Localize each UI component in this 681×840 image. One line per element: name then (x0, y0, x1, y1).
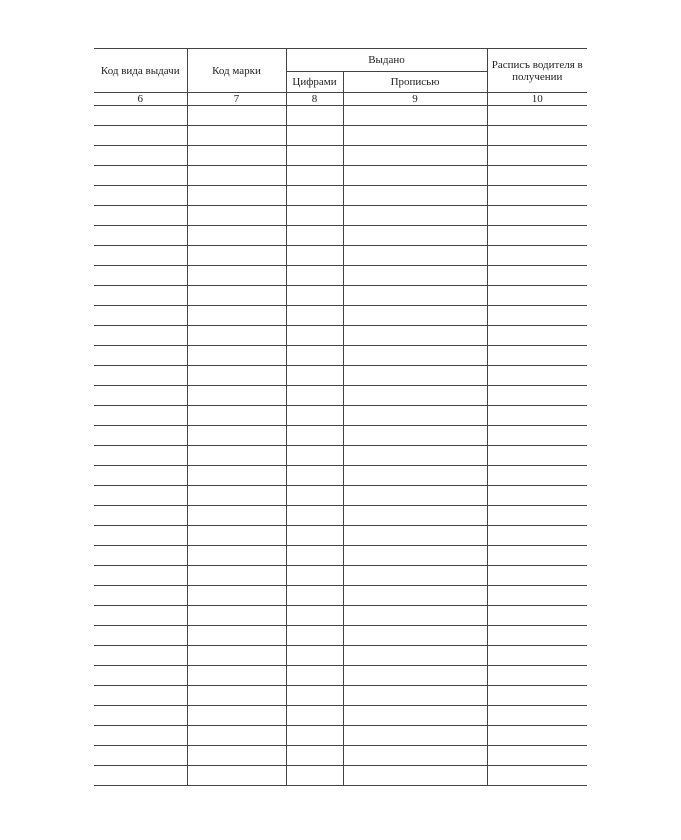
table-row (94, 706, 587, 726)
table-cell (187, 166, 286, 186)
table-cell (343, 626, 487, 646)
table-cell (94, 626, 187, 646)
header-driver-signature: Расписъ водителя в получении (487, 49, 587, 93)
table-cell (487, 526, 587, 546)
table-cell (94, 646, 187, 666)
table-cell (94, 746, 187, 766)
table-cell (286, 726, 343, 746)
table-cell (286, 246, 343, 266)
table-cell (286, 666, 343, 686)
table-cell (487, 226, 587, 246)
header-brand-code: Код марки (187, 49, 286, 93)
table-cell (187, 666, 286, 686)
table-cell (343, 566, 487, 586)
table-row (94, 506, 587, 526)
table-row (94, 106, 587, 126)
table-cell (94, 526, 187, 546)
table-cell (343, 366, 487, 386)
table-cell (187, 486, 286, 506)
table-cell (343, 606, 487, 626)
table-row (94, 486, 587, 506)
table-cell (286, 706, 343, 726)
issue-table (94, 48, 587, 786)
table-cell (94, 306, 187, 326)
table-cell (343, 106, 487, 126)
table-cell (94, 346, 187, 366)
table-cell (286, 626, 343, 646)
table-cell (286, 586, 343, 606)
table-cell (487, 766, 587, 786)
table-cell (286, 206, 343, 226)
table-cell (187, 546, 286, 566)
table-cell (487, 426, 587, 446)
table-cell (94, 106, 187, 126)
column-number: 9 (343, 93, 487, 106)
table-cell (487, 166, 587, 186)
table-row (94, 206, 587, 226)
table-cell (286, 766, 343, 786)
table-cell (187, 346, 286, 366)
table-cell (94, 426, 187, 446)
table-cell (94, 726, 187, 746)
table-cell (343, 186, 487, 206)
table-cell (187, 726, 286, 746)
table-cell (94, 446, 187, 466)
table-cell (286, 386, 343, 406)
table-cell (286, 426, 343, 446)
table-cell (343, 386, 487, 406)
table-row (94, 606, 587, 626)
table-cell (187, 526, 286, 546)
table-row (94, 526, 587, 546)
table-cell (487, 326, 587, 346)
table-cell (187, 706, 286, 726)
table-cell (343, 286, 487, 306)
table-cell (94, 686, 187, 706)
table-cell (487, 646, 587, 666)
table-cell (487, 126, 587, 146)
table-row (94, 746, 587, 766)
table-cell (94, 506, 187, 526)
table-row (94, 326, 587, 346)
table-cell (187, 626, 286, 646)
table-cell (187, 186, 286, 206)
table-cell (487, 726, 587, 746)
table-cell (343, 666, 487, 686)
table-cell (187, 366, 286, 386)
table-row (94, 386, 587, 406)
table-row (94, 226, 587, 246)
table-row (94, 426, 587, 446)
table-cell (286, 526, 343, 546)
table-cell (286, 566, 343, 586)
table-cell (343, 166, 487, 186)
table-cell (487, 366, 587, 386)
table-cell (343, 746, 487, 766)
table-cell (94, 386, 187, 406)
table-cell (487, 606, 587, 626)
header-in-words: Прописью (343, 72, 487, 93)
table-cell (187, 206, 286, 226)
table-cell (343, 466, 487, 486)
table-cell (286, 326, 343, 346)
column-number: 8 (286, 93, 343, 106)
table-row (94, 566, 587, 586)
table-cell (487, 346, 587, 366)
table-cell (94, 606, 187, 626)
table-cell (487, 486, 587, 506)
table-cell (343, 726, 487, 746)
table-row (94, 406, 587, 426)
table-row (94, 546, 587, 566)
table-cell (286, 126, 343, 146)
table-cell (487, 466, 587, 486)
table-cell (343, 646, 487, 666)
table-cell (286, 446, 343, 466)
table-row (94, 766, 587, 786)
table-cell (94, 666, 187, 686)
table-row (94, 186, 587, 206)
table-cell (187, 286, 286, 306)
table-cell (94, 586, 187, 606)
table-cell (94, 486, 187, 506)
table-cell (286, 466, 343, 486)
table-cell (286, 286, 343, 306)
table-cell (187, 506, 286, 526)
column-number: 6 (94, 93, 187, 106)
table-cell (286, 226, 343, 246)
table-cell (343, 126, 487, 146)
column-number: 7 (187, 93, 286, 106)
table-cell (286, 686, 343, 706)
column-number: 10 (487, 93, 587, 106)
table-row (94, 266, 587, 286)
table-cell (187, 586, 286, 606)
table-cell (94, 286, 187, 306)
table-cell (343, 686, 487, 706)
table-cell (187, 146, 286, 166)
table-cell (487, 506, 587, 526)
table-cell (343, 766, 487, 786)
table-cell (343, 706, 487, 726)
table-row (94, 166, 587, 186)
table-cell (343, 586, 487, 606)
table-cell (487, 386, 587, 406)
table-cell (487, 286, 587, 306)
table-cell (286, 606, 343, 626)
table-cell (187, 326, 286, 346)
table-row (94, 246, 587, 266)
table-cell (343, 406, 487, 426)
table-row (94, 306, 587, 326)
table-cell (94, 406, 187, 426)
table-cell (487, 586, 587, 606)
table-cell (187, 766, 286, 786)
table-cell (94, 706, 187, 726)
table-row (94, 466, 587, 486)
table-cell (94, 186, 187, 206)
table-cell (286, 486, 343, 506)
table-row (94, 346, 587, 366)
table-cell (286, 546, 343, 566)
table-cell (94, 266, 187, 286)
table-row (94, 126, 587, 146)
table-cell (187, 606, 286, 626)
header-issued: Выдано (286, 49, 487, 72)
table-cell (286, 746, 343, 766)
table-cell (286, 106, 343, 126)
table-cell (187, 746, 286, 766)
table-cell (94, 546, 187, 566)
table-cell (94, 466, 187, 486)
table-cell (94, 326, 187, 346)
table-cell (343, 526, 487, 546)
table-cell (187, 446, 286, 466)
table-cell (94, 766, 187, 786)
table-cell (187, 406, 286, 426)
table-cell (487, 266, 587, 286)
table-cell (343, 346, 487, 366)
table-cell (343, 266, 487, 286)
table-cell (94, 166, 187, 186)
table-cell (286, 346, 343, 366)
table-cell (187, 306, 286, 326)
table-cell (286, 646, 343, 666)
table-cell (343, 306, 487, 326)
table-cell (487, 106, 587, 126)
table-cell (187, 426, 286, 446)
table-row (94, 726, 587, 746)
fuel-issue-form-table (94, 48, 587, 786)
table-row (94, 646, 587, 666)
header-in-digits: Цифрами (286, 72, 343, 93)
table-row (94, 146, 587, 166)
table-cell (187, 266, 286, 286)
header-issue-type-code: Код вида выдачи (94, 49, 187, 93)
table-cell (187, 686, 286, 706)
table-cell (487, 666, 587, 686)
table-cell (343, 546, 487, 566)
table-cell (94, 146, 187, 166)
table-cell (487, 146, 587, 166)
table-cell (187, 646, 286, 666)
table-cell (487, 686, 587, 706)
table-cell (487, 406, 587, 426)
table-cell (343, 226, 487, 246)
table-cell (487, 626, 587, 646)
table-cell (343, 146, 487, 166)
table-cell (286, 186, 343, 206)
table-cell (343, 486, 487, 506)
table-cell (487, 566, 587, 586)
table-cell (187, 126, 286, 146)
table-row (94, 586, 587, 606)
table-row (94, 686, 587, 706)
table-row (94, 286, 587, 306)
table-cell (487, 746, 587, 766)
table-cell (187, 106, 286, 126)
table-cell (487, 306, 587, 326)
table-cell (94, 206, 187, 226)
table-cell (94, 566, 187, 586)
table-cell (343, 426, 487, 446)
table-cell (286, 146, 343, 166)
table-row (94, 446, 587, 466)
table-cell (94, 246, 187, 266)
table-cell (343, 506, 487, 526)
table-cell (94, 126, 187, 146)
table-cell (487, 186, 587, 206)
table-cell (187, 566, 286, 586)
table-cell (286, 166, 343, 186)
table-cell (187, 226, 286, 246)
table-cell (343, 206, 487, 226)
table-row (94, 626, 587, 646)
table-cell (286, 366, 343, 386)
table-cell (94, 366, 187, 386)
table-row (94, 666, 587, 686)
table-cell (286, 306, 343, 326)
table-cell (94, 226, 187, 246)
table-cell (343, 326, 487, 346)
table-cell (487, 546, 587, 566)
table-cell (343, 446, 487, 466)
table-cell (487, 206, 587, 226)
table-cell (487, 246, 587, 266)
table-cell (487, 706, 587, 726)
table-row (94, 366, 587, 386)
table-cell (286, 406, 343, 426)
table-cell (286, 266, 343, 286)
table-cell (187, 386, 286, 406)
table-cell (187, 466, 286, 486)
table-cell (286, 506, 343, 526)
table-cell (187, 246, 286, 266)
table-cell (487, 446, 587, 466)
table-cell (343, 246, 487, 266)
